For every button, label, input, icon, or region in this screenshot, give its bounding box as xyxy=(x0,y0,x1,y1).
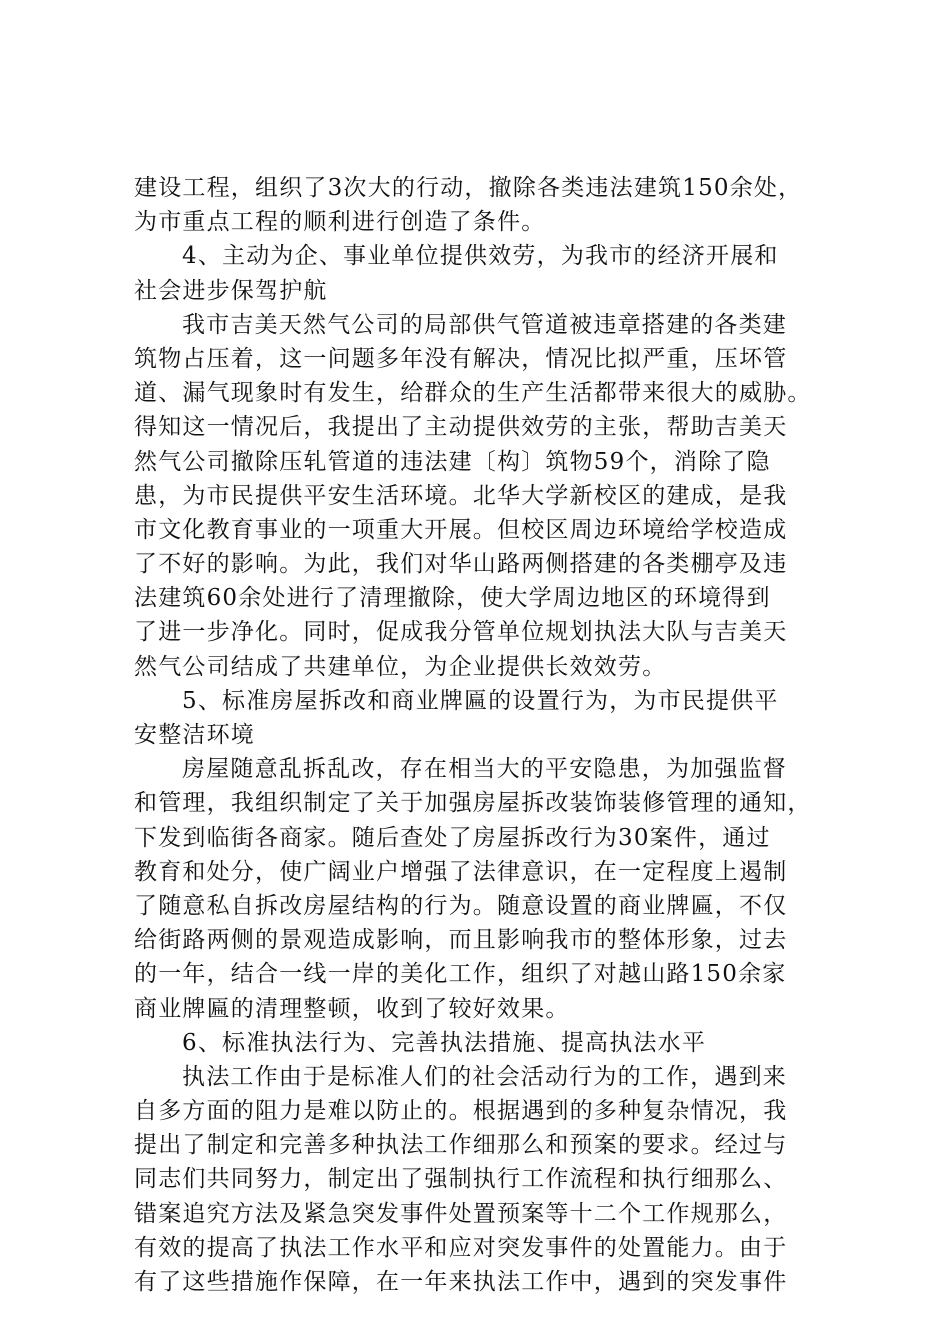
text-line: 然气公司撤除压轧管道的违法建〔构〕筑物59个，消除了隐 xyxy=(134,448,771,475)
text-line: 教育和处分，使广阔业户增强了法律意识，在一定程度上遏制 xyxy=(134,858,788,885)
text-line: 筑物占压着，这一问题多年没有解决，情况比拟严重，压坏管 xyxy=(134,345,788,372)
text-line: 商业牌匾的清理整顿，收到了较好效果。 xyxy=(134,995,570,1022)
text-line: 建设工程，组织了3次大的行动，撤除各类违法建筑150余处， xyxy=(134,175,803,201)
text-line: 了不好的影响。为此，我们对华山路两侧搭建的各类棚亭及违 xyxy=(134,551,788,578)
text-line: 为市重点工程的顺利进行创造了条件。 xyxy=(134,209,546,236)
text-line: 提出了制定和完善多种执法工作细那么和预案的要求。经过与 xyxy=(134,1132,788,1159)
text-line: 法建筑60余处进行了清理撤除，使大学周边地区的环境得到 xyxy=(134,585,771,612)
document-body xyxy=(134,171,834,1299)
paragraph-first-line: 执法工作由于是标准人们的社会活动行为的工作，遇到来 xyxy=(182,1063,787,1090)
paragraph-first-line: 我市吉美天然气公司的局部供气管道被违章搭建的各类建 xyxy=(182,311,787,338)
paragraph-first-line: 6、标准执法行为、完善执法措施、提高执法水平 xyxy=(182,1029,707,1056)
text-line: 和管理，我组织制定了关于加强房屋拆改装饰装修管理的通知， xyxy=(134,790,812,817)
paragraph-first-line: 房屋随意乱拆乱改，存在相当大的平安隐患，为加强监督 xyxy=(182,756,787,783)
text-line: 有效的提高了执法工作水平和应对突发事件的处置能力。由于 xyxy=(134,1234,788,1261)
text-line: 自多方面的阻力是难以防止的。根据遇到的多种复杂情况，我 xyxy=(134,1098,788,1125)
text-line: 然气公司结成了共建单位，为企业提供长效效劳。 xyxy=(134,653,667,680)
text-line: 给街路两侧的景观造成影响，而且影响我市的整体形象，过去 xyxy=(134,927,788,954)
text-line: 有了这些措施作保障，在一年来执法工作中，遇到的突发事件 xyxy=(134,1269,788,1295)
text-line: 错案追究方法及紧急突发事件处置预案等十二个工作规那么， xyxy=(134,1200,788,1227)
text-line: 了随意私自拆改房屋结构的行为。随意设置的商业牌匾，不仅 xyxy=(134,892,788,919)
paragraph-first-line: 5、标准房屋拆改和商业牌匾的设置行为，为市民提供平 xyxy=(182,687,779,714)
text-line: 同志们共同努力，制定出了强制执行工作流程和执行细那么、 xyxy=(134,1166,788,1193)
text-line: 了进一步净化。同时，促成我分管单位规划执法大队与吉美天 xyxy=(134,619,788,646)
text-line: 社会进步保驾护航 xyxy=(134,277,328,304)
text-line: 得知这一情况后，我提出了主动提供效劳的主张，帮助吉美天 xyxy=(134,414,788,441)
text-line: 下发到临街各商家。随后查处了房屋拆改行为30案件，通过 xyxy=(134,824,771,851)
text-line: 患，为市民提供平安生活环境。北华大学新校区的建成，是我 xyxy=(134,482,788,509)
text-line: 道、漏气现象时有发生，给群众的生产生活都带来很大的威胁。 xyxy=(134,380,812,407)
text-line: 市文化教育事业的一项重大开展。但校区周边环境给学校造成 xyxy=(134,516,788,543)
paragraph-first-line: 4、主动为企、事业单位提供效劳，为我市的经济开展和 xyxy=(182,243,779,270)
text-line: 安整洁环境 xyxy=(134,722,255,748)
text-line: 的一年，结合一线一岸的美化工作，组织了对越山路150余家 xyxy=(134,961,787,988)
